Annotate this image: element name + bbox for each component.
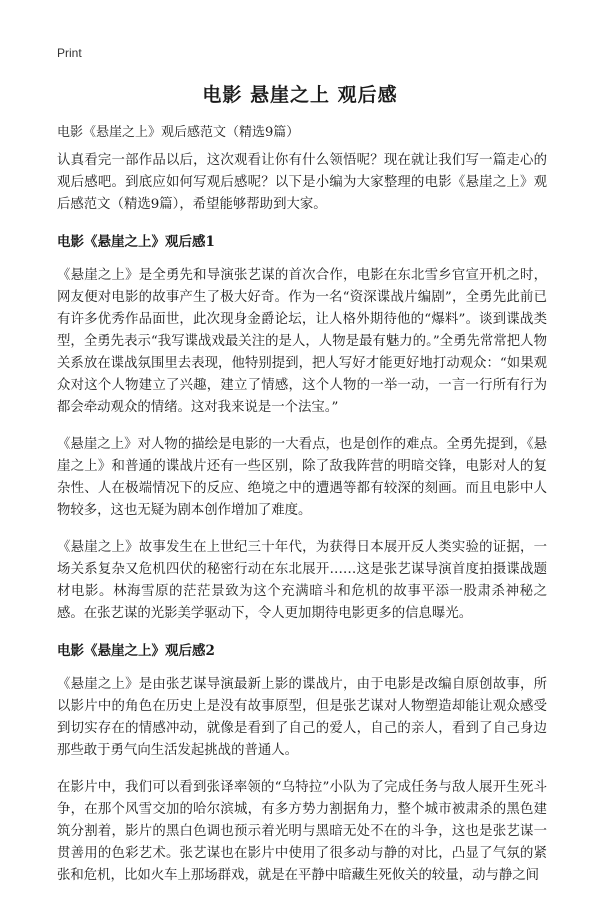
section-heading-2: 电影《悬崖之上》观后感2 <box>57 643 215 659</box>
page-title: 电影 悬崖之上 观后感 <box>202 84 398 106</box>
section-heading-1: 电影《悬崖之上》观后感1 <box>57 234 215 250</box>
section-1-paragraph-1: 《悬崖之上》是全勇先和导演张艺谋的首次合作，电影在东北雪乡官宣开机之时，网友便对电影的故事产生了极大好奇。作为一名“资深谍战片编剧”，全勇先此前已有许多优秀作品面世，此次现身金爵论坛，让人格外期待他的“爆料”。谈到谍战类型，全勇先表示“我写谍战戏最关注的是人，人物是最有魅力的。”全勇先常常把人物关系放在谍战氛围里去表现，他特别提到，把人写好才能更好地打动观众：“如果观众对这个人物建立了兴趣，建立了情感，这个人物的一举一动，一言一行所有行为都会牵动观众的情绪。这对我来说是一个法宝。” <box>57 268 547 415</box>
section-2-paragraph-2: 在影片中，我们可以看到张译率领的“乌特拉”小队为了完成任务与敌人展开生死斗争，在那个风雪交加的哈尔滨城，有多方势力割据角力，整个城市被肃杀的黑色建筑分割着，影片的黑白色调也预示着光明与黑暗无处不在的斗争，这也是张艺谋一贯善用的色彩艺术。张艺谋也在影片中使用了很多动与静的对比，凸显了气氛的紧张和危机，比如火车上那场群戏，就是在平静中暗藏生死攸关的较量，动与静之间 <box>57 780 547 883</box>
print-label[interactable]: Print <box>57 46 82 60</box>
intro-paragraph: 认真看完一部作品以后，这次观看让你有什么领悟呢？现在就让我们写一篇走心的观后感吧。到底应如何写观后感呢？以下是小编为大家整理的电影《悬崖之上》观后感范文（精选9篇），希望能够帮助到大家。 <box>57 153 547 212</box>
section-1-paragraph-3: 《悬崖之上》故事发生在上世纪三十年代，为获得日本展开反人类实验的证据，一场关系复杂又危机四伏的秘密行动在东北展开……这是张艺谋导演首度拍摄谍战题材电影。林海雪原的茫茫景致为这个充满暗斗和危机的故事平添一股肃杀神秘之感。在张艺谋的光影美学驱动下，令人更加期待电影更多的信息曝光。 <box>57 540 547 621</box>
section-2-paragraph-1: 《悬崖之上》是由张艺谋导演最新上影的谍战片，由于电影是改编自原创故事，所以影片中的角色在历史上是没有故事原型，但是张艺谋对人物塑造却能让观众感受到切实存在的情感冲动，就像是看到了自己的爱人，自己的亲人，看到了自己身边那些敢于勇气向生活发起挑战的普通人。 <box>57 677 547 758</box>
section-1-paragraph-2: 《悬崖之上》对人物的描绘是电影的一大看点，也是创作的难点。全勇先提到，《悬崖之上》和普通的谍战片还有一些区别，除了敌我阵营的明暗交锋，电影对人的复杂性、人在极端情况下的反应、绝境之中的遭遇等都有较深的刻画。而且电影中人物较多，这也无疑为剧本创作增加了难度。 <box>57 437 547 518</box>
article-body <box>57 150 547 902</box>
page-subtitle: 电影《悬崖之上》观后感范文（精选9篇） <box>57 125 300 140</box>
